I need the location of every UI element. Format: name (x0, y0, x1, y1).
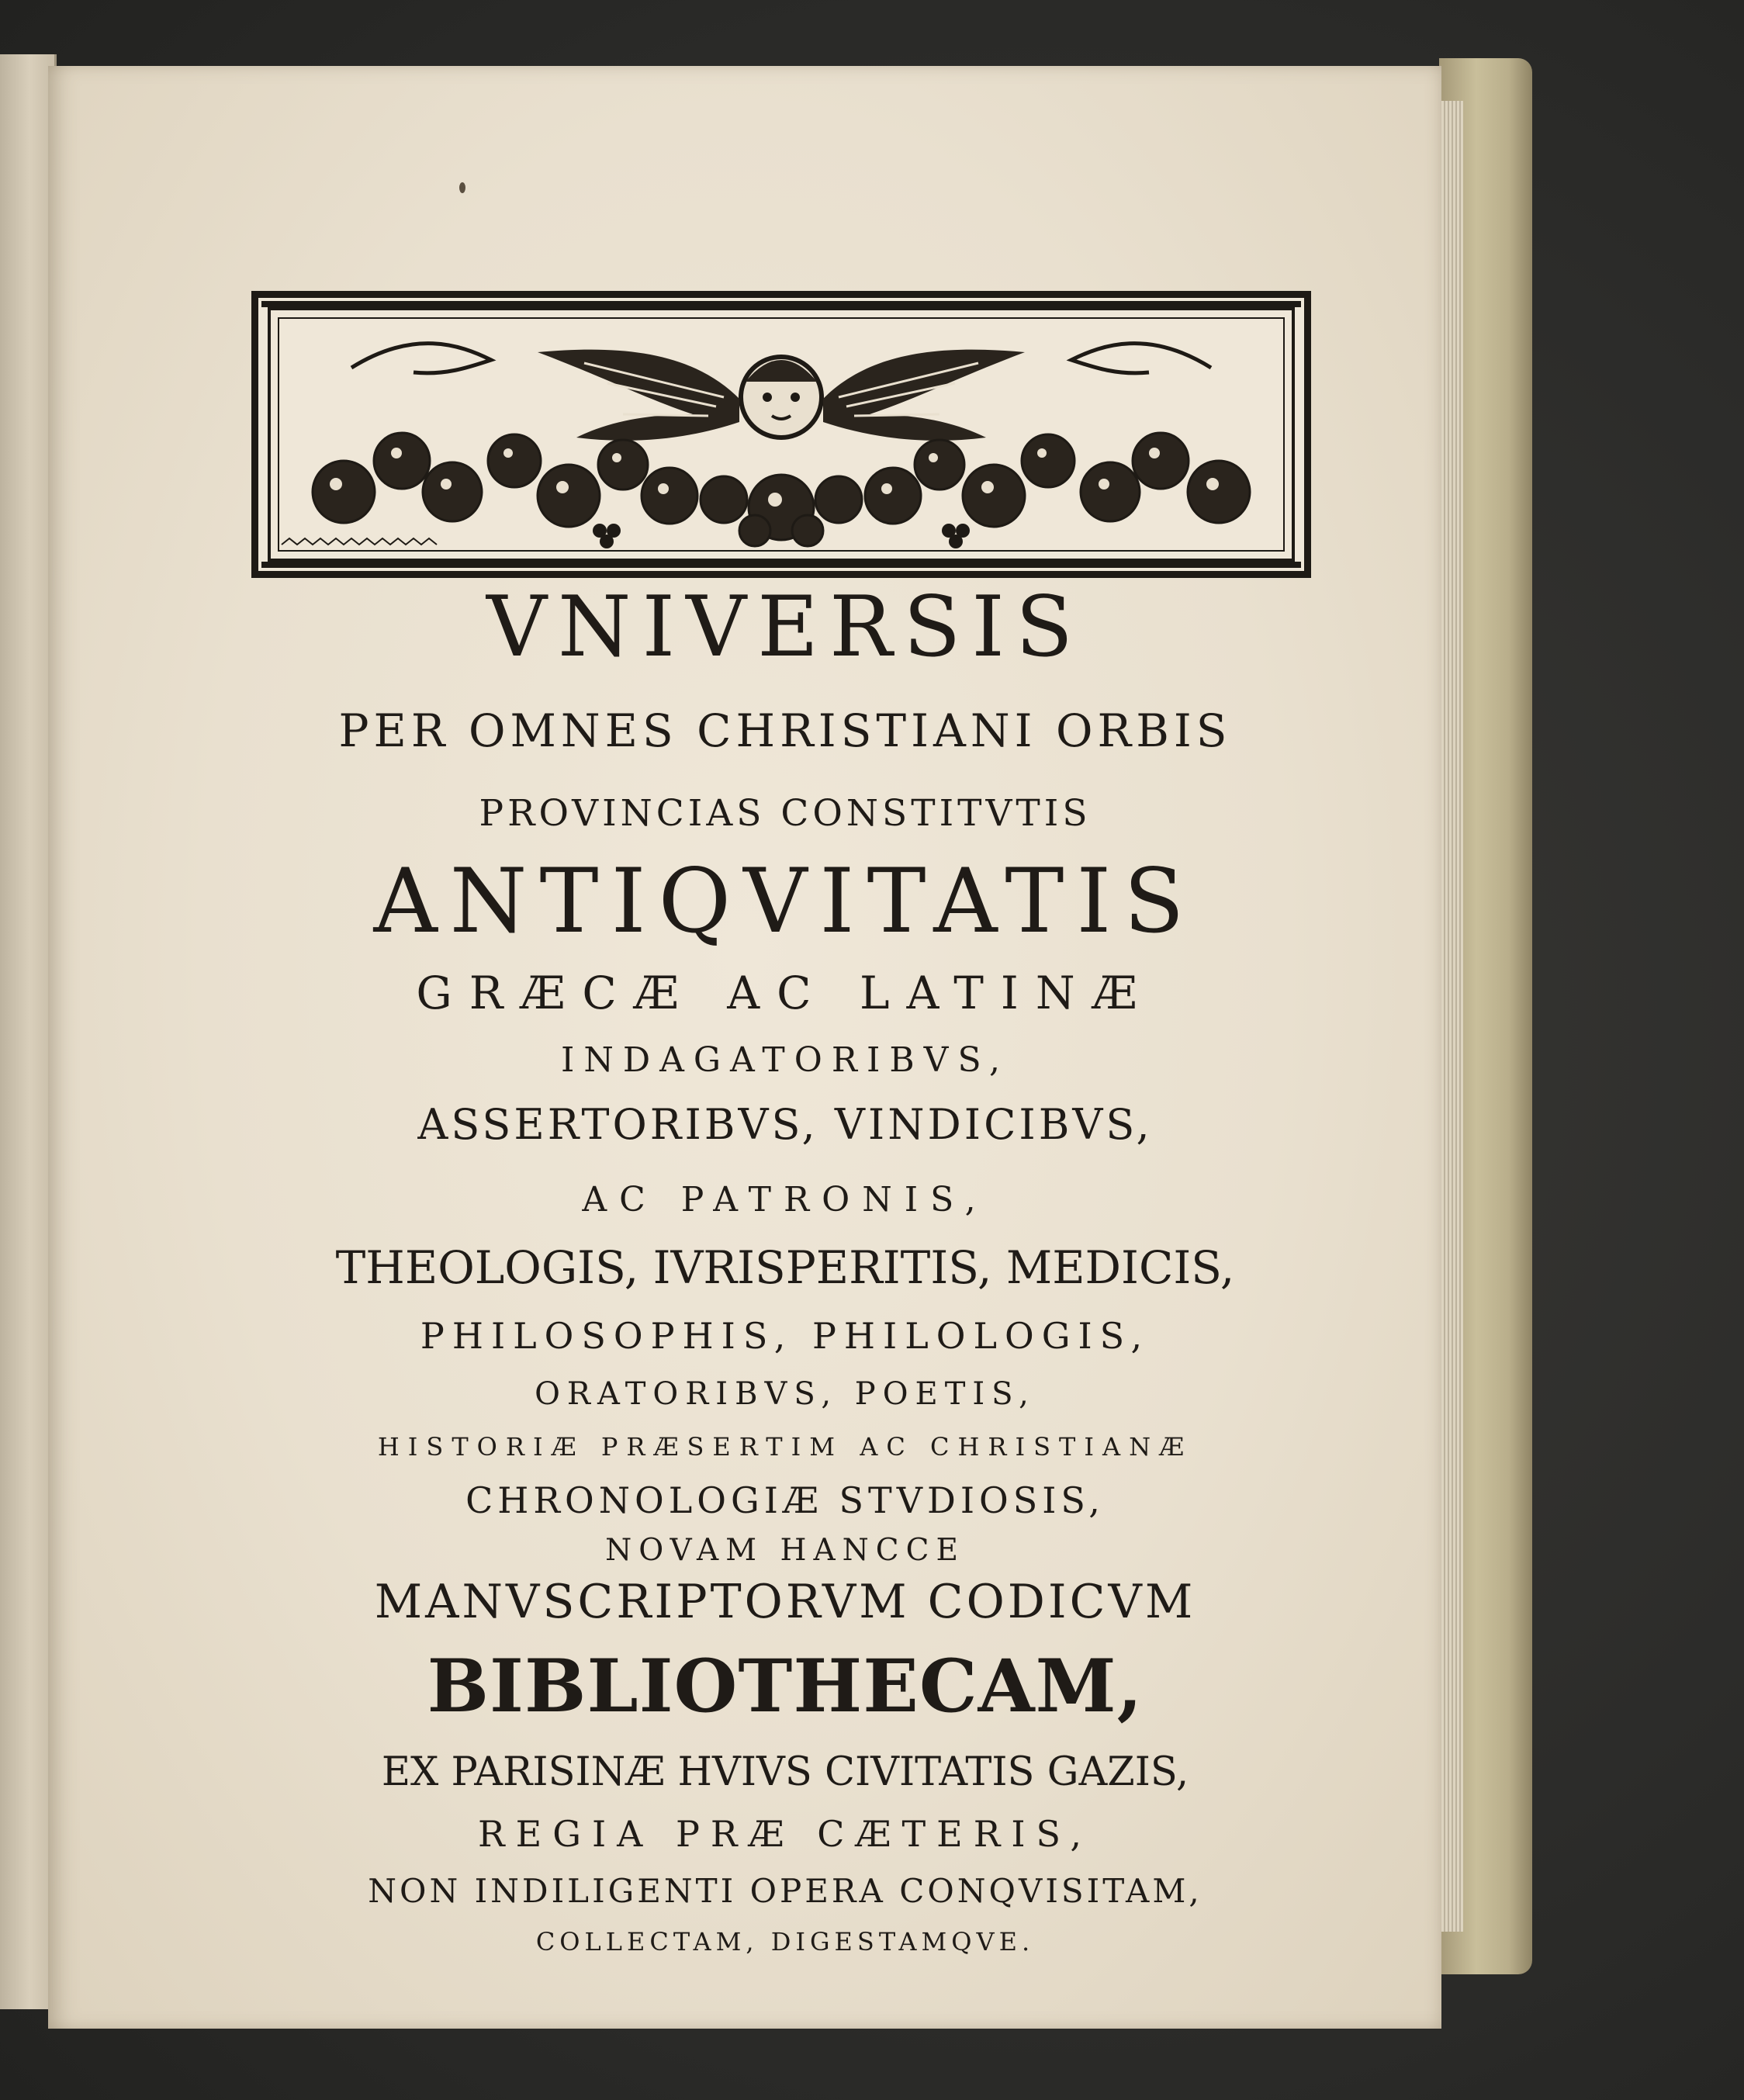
title-line-novam-hancce: NOVAM HANCCE (605, 1533, 965, 1568)
title-line-parisinae: EX PARISINÆ HVIVS CIVITATIS GAZIS, (381, 1749, 1189, 1795)
title-line-bibliothecam: BIBLIOTHECAM, (427, 1644, 1144, 1729)
title-line-manuscriptorum: MANVSCRIPTORVM CODICVM (374, 1575, 1196, 1629)
title-line-theologis: THEOLOGIS, IVRISPERITIS, MEDICIS, (335, 1241, 1235, 1294)
woodcut-headpiece (251, 291, 1311, 578)
title-line-regia: REGIA PRÆ CÆTERIS, (477, 1813, 1093, 1855)
title-line-universis: VNIVERSIS (486, 579, 1084, 676)
title-line-philosophis: PHILOSOPHIS, PHILOLOGIS, (420, 1315, 1151, 1357)
title-line-oratoribus: ORATORIBVS, POETIS, (535, 1376, 1036, 1412)
ink-speck (459, 182, 465, 193)
title-line-antiquitatis: ANTIQVITATIS (373, 849, 1197, 953)
title-line-provincias: PROVINCIAS CONSTITVTIS (479, 792, 1092, 835)
title-line-historiae: HISTORIÆ PRÆSERTIM AC CHRISTIANÆ (377, 1432, 1193, 1462)
title-line-indagatoribus: INDAGATORIBVS, (560, 1040, 1010, 1080)
title-line-chronologiae: CHRONOLOGIÆ STVDIOSIS, (465, 1479, 1105, 1521)
title-page (48, 66, 1441, 2029)
woodcut-cherub-garland-icon (258, 298, 1304, 571)
title-line-patronis: AC PATRONIS, (582, 1180, 988, 1220)
title-line-graecae: GRÆCÆ AC LATINÆ (416, 967, 1154, 1019)
title-line-per-omnes: PER OMNES CHRISTIANI ORBIS (338, 704, 1232, 757)
title-line-collectam: COLLECTAM, DIGESTAMQVE. (535, 1927, 1035, 1956)
title-line-assertoribus: ASSERTORIBVS, VINDICIBVS, (417, 1100, 1153, 1149)
title-line-conquisitam: NON INDILIGENTI OPERA CONQVISITAM, (368, 1872, 1202, 1910)
